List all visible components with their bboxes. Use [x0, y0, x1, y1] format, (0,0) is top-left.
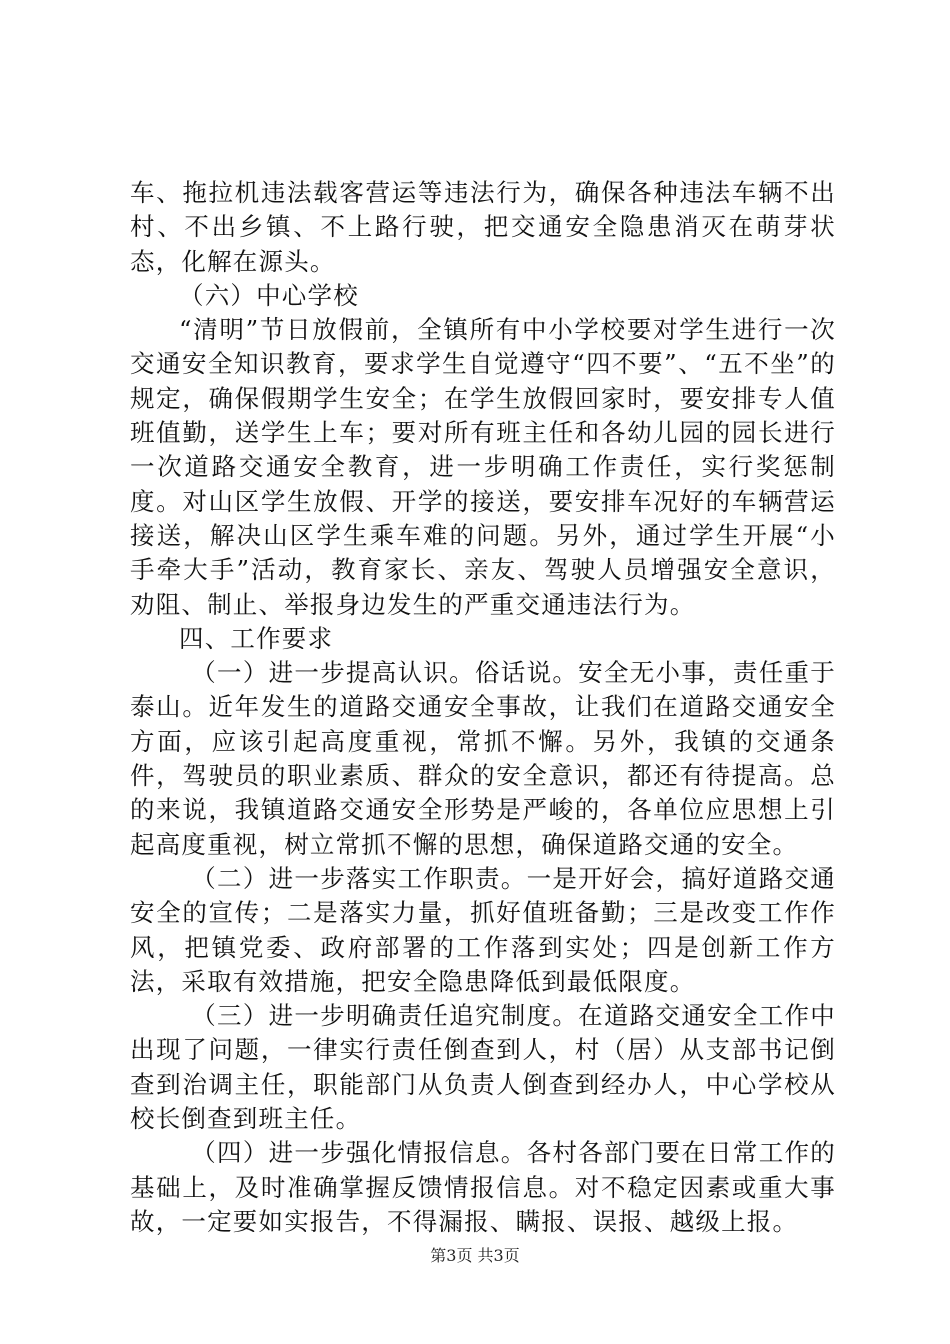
- paragraph-requirement-4: （四）进一步强化情报信息。各村各部门要在日常工作的基础上，及时准确掌握反馈情报信息。对不稳定因素或重大事故，一定要如实报告，不得漏报、瞒报、误报、越级上报。: [130, 1138, 836, 1236]
- paragraph-school-safety: “清明”节日放假前，全镇所有中小学校要对学生进行一次交通安全知识教育，要求学生自觉遵守“四不要”、“五不坐”的规定，确保假期学生安全；在学生放假回家时，要安排专人值班值勤，送学生上车；要对所有班主任和各幼儿园的园长进行一次道路交通安全教育，进一步明确工作责任，实行奖惩制度。对山区学生放假、开学的接送，要安排车况好的车辆营运接送，解决山区学生乘车难的问题。另外，通过学生开展“小手牵大手”活动，教育家长、亲友、驾驶人员增强安全意识，劝阻、制止、举报身边发生的严重交通违法行为。: [130, 315, 836, 619]
- page-number-label: 第3页 共3页: [430, 1246, 520, 1265]
- document-body: [130, 176, 836, 1239]
- heading-central-school: （六）中心学校: [179, 280, 359, 310]
- page-footer: [0, 1246, 950, 1266]
- paragraph-requirement-3: （三）进一步明确责任追究制度。在道路交通安全工作中出现了问题，一律实行责任倒查到人，村（居）从支部书记倒查到治调主任，职能部门从负责人倒查到经办人，中心学校从校长倒查到班主任。: [130, 1001, 836, 1134]
- heading-work-requirements: 四、工作要求: [179, 623, 334, 653]
- paragraph-continuation: 车、拖拉机违法载客营运等违法行为，确保各种违法车辆不出村、不出乡镇、不上路行驶，把交通安全隐患消灭在萌芽状态，化解在源头。: [130, 178, 836, 276]
- paragraph-requirement-1: （一）进一步提高认识。俗话说。安全无小事，责任重于泰山。近年发生的道路交通安全事故，让我们在道路交通安全方面，应该引起高度重视，常抓不懈。另外，我镇的交通条件，驾驶员的职业素质、群众的安全意识，都还有待提高。总的来说，我镇道路交通安全形势是严峻的，各单位应思想上引起高度重视，树立常抓不懈的思想，确保道路交通的安全。: [130, 658, 836, 859]
- paragraph-requirement-2: （二）进一步落实工作职责。一是开好会，搞好道路交通安全的宣传；二是落实力量，抓好值班备勤；三是改变工作作风，把镇党委、政府部署的工作落到实处；四是创新工作方法，采取有效措施，把安全隐患降低到最低限度。: [130, 863, 836, 996]
